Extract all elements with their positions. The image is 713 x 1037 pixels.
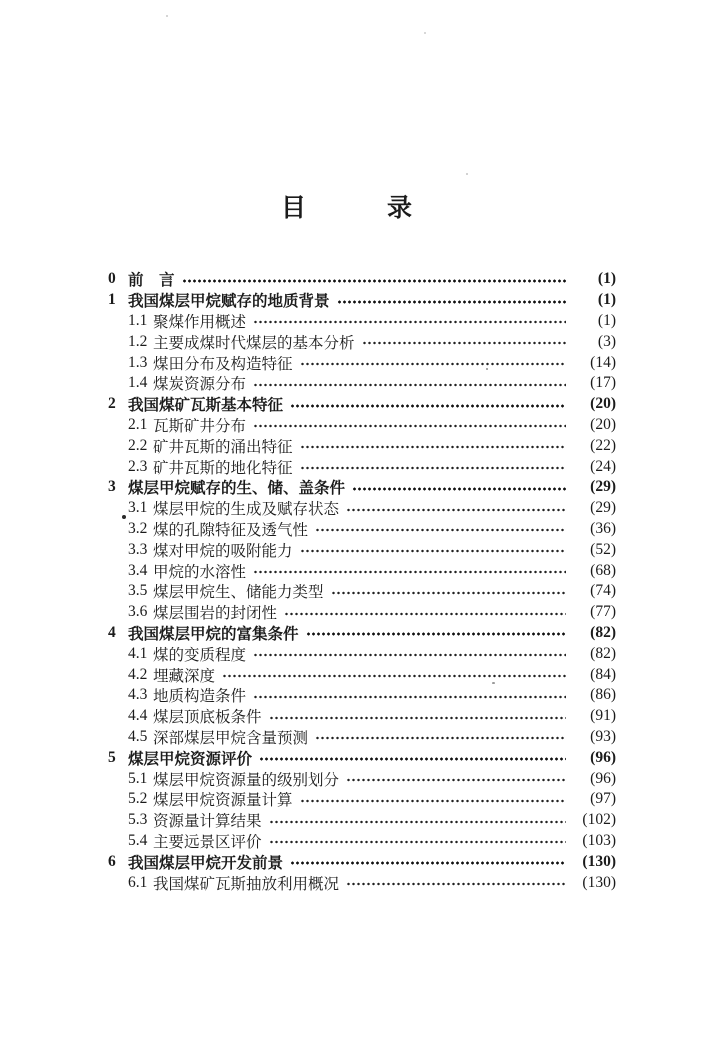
title-char-mu: 目 (281, 195, 307, 222)
entry-number: 3.5 (128, 582, 148, 600)
toc-entry (108, 519, 616, 540)
entry-page-number: (29) (590, 478, 616, 496)
ink-speck (122, 515, 126, 519)
dot-leader (253, 320, 566, 324)
entry-number: 4.2 (128, 665, 148, 683)
toc-entry (108, 435, 616, 456)
toc-entry (108, 851, 616, 872)
toc-entry (108, 581, 616, 602)
dot-leader (300, 549, 566, 553)
entry-label: 我国煤矿瓦斯基本特征 (128, 397, 284, 415)
entry-label: 主要成煤时代煤层的基本分析 (153, 334, 355, 352)
entry-number: 1.4 (128, 374, 148, 392)
dot-leader (290, 861, 566, 865)
entry-page-number: (68) (590, 561, 616, 579)
dot-leader (300, 799, 566, 803)
entry-number: 1 (108, 291, 116, 309)
toc-entry (108, 643, 616, 664)
title-char-lu: 录 (387, 195, 413, 222)
entry-label: 我国煤层甲烷开发前景 (128, 854, 284, 872)
entry-page-number: (91) (590, 707, 616, 725)
entry-page-number: (20) (590, 415, 616, 433)
toc-entry (108, 810, 616, 831)
entry-label: 我国煤层甲烷赋存的地质背景 (128, 293, 330, 311)
entry-page-number: (130) (582, 873, 616, 891)
entry-label: 煤层甲烷赋存的生、储、盖条件 (128, 480, 346, 498)
entry-number: 2.1 (128, 415, 148, 433)
toc-entry (108, 311, 616, 332)
entry-label: 地质构造条件 (153, 688, 247, 706)
dot-leader (300, 445, 566, 449)
entry-page-number: (82) (590, 623, 616, 641)
toc-entry (108, 394, 616, 415)
entry-label: 矿井瓦斯的地化特征 (153, 459, 293, 477)
entry-label: 煤层甲烷资源量计算 (153, 792, 293, 810)
entry-number: 1.3 (128, 353, 148, 371)
entry-page-number: (1) (597, 270, 616, 288)
dot-leader (253, 570, 566, 574)
entry-page-number: (97) (590, 790, 616, 808)
entry-label: 深部煤层甲烷含量预测 (153, 729, 309, 747)
entry-page-number: (77) (590, 603, 616, 621)
dot-leader (253, 383, 566, 387)
toc-entry (108, 539, 616, 560)
entry-label: 我国煤矿瓦斯抽放利用概况 (153, 875, 340, 893)
entry-label: 煤层甲烷的生成及赋存状态 (153, 501, 340, 519)
entry-number: 4.3 (128, 686, 148, 704)
entry-label: 煤层甲烷资源评价 (128, 750, 253, 768)
entry-number: 4.5 (128, 727, 148, 745)
entry-page-number: (1) (597, 311, 616, 329)
entry-label: 煤层甲烷生、储能力类型 (153, 584, 324, 602)
entry-label: 资源量计算结果 (153, 813, 262, 831)
dot-leader (253, 424, 566, 428)
entry-page-number: (74) (590, 582, 616, 600)
toc-entry (108, 560, 616, 581)
entry-number: 2.3 (128, 457, 148, 475)
toc-entry (108, 456, 616, 477)
entry-label: 前 言 (128, 272, 175, 290)
entry-label: 煤的孔隙特征及透气性 (153, 521, 309, 539)
entry-number: 3.2 (128, 519, 148, 537)
page-title (281, 196, 412, 222)
entry-label: 煤层甲烷资源量的级别划分 (153, 771, 340, 789)
dot-leader (315, 528, 566, 532)
toc-entry (108, 706, 616, 727)
ink-speck (492, 682, 495, 684)
toc-entry (108, 872, 616, 893)
entry-label: 聚煤作用概述 (153, 314, 247, 331)
entry-page-number: (96) (590, 748, 616, 766)
dot-leader (362, 341, 566, 345)
toc-entry (108, 789, 616, 810)
toc-entry (108, 768, 616, 789)
toc-entry (108, 831, 616, 852)
entry-number: 5.1 (128, 769, 148, 787)
dot-leader (269, 840, 566, 844)
dot-leader (259, 757, 566, 761)
dot-leader (269, 716, 566, 720)
entry-page-number: (1) (597, 291, 616, 309)
dot-leader (346, 778, 566, 782)
entry-number: 3 (108, 478, 116, 496)
entry-number: 2 (108, 395, 116, 413)
ink-speck (466, 173, 468, 175)
entry-number: 5.3 (128, 811, 148, 829)
entry-page-number: (17) (590, 374, 616, 392)
entry-label: 煤层围岩的封闭性 (153, 605, 278, 623)
entry-label: 我国煤层甲烷的富集条件 (128, 625, 299, 643)
toc-entry (108, 623, 616, 644)
dot-leader (300, 466, 566, 470)
entry-page-number: (96) (590, 769, 616, 787)
dot-leader (306, 632, 566, 636)
entry-label: 矿井瓦斯的涌出特征 (153, 438, 293, 456)
dot-leader (346, 508, 566, 512)
entry-page-number: (84) (590, 665, 616, 683)
dot-leader (290, 404, 566, 408)
toc-entry (108, 747, 616, 768)
toc-entry (108, 727, 616, 748)
entry-number: 4.1 (128, 644, 148, 662)
entry-page-number: (102) (582, 811, 616, 829)
dot-leader (315, 736, 566, 740)
dot-leader (253, 653, 566, 657)
dot-leader (352, 487, 566, 491)
entry-page-number: (130) (582, 852, 616, 870)
entry-label: 煤层顶底板条件 (153, 709, 262, 727)
entry-number: 2.2 (128, 436, 148, 454)
entry-page-number: (22) (590, 436, 616, 454)
dot-leader (222, 674, 566, 678)
entry-number: 3.3 (128, 540, 148, 558)
entry-number: 4 (108, 623, 116, 641)
toc-entry (108, 685, 616, 706)
entry-page-number: (82) (590, 644, 616, 662)
entry-number: 5.2 (128, 790, 148, 808)
entry-number: 3.4 (128, 561, 148, 579)
toc-entry (108, 352, 616, 373)
toc-entry (108, 331, 616, 352)
entry-number: 1.2 (128, 332, 148, 350)
entry-page-number: (24) (590, 457, 616, 475)
entry-page-number: (36) (590, 519, 616, 537)
toc-entry (108, 415, 616, 436)
toc-entry (108, 290, 616, 311)
entry-label: 主要远景区评价 (153, 833, 262, 851)
dot-leader (337, 300, 566, 304)
entry-page-number: (3) (597, 332, 616, 350)
entry-page-number: (20) (590, 395, 616, 413)
dot-leader (284, 612, 566, 616)
entry-page-number: (86) (590, 686, 616, 704)
entry-number: 3.1 (128, 499, 148, 517)
entry-label: 煤炭资源分布 (153, 376, 247, 394)
toc-entry (108, 498, 616, 519)
entry-label: 煤的变质程度 (153, 646, 247, 664)
entry-number: 5 (108, 748, 116, 766)
ink-speck (486, 368, 488, 370)
toc-entry (108, 373, 616, 394)
entry-page-number: (52) (590, 540, 616, 558)
entry-number: 5.4 (128, 831, 148, 849)
entry-label: 甲烷的水溶性 (153, 563, 247, 581)
toc-entry (108, 602, 616, 623)
entry-page-number: (29) (590, 499, 616, 517)
entry-label: 煤对甲烷的吸附能力 (153, 542, 293, 560)
toc-entry (108, 269, 616, 290)
entry-page-number: (93) (590, 727, 616, 745)
ink-speck (166, 15, 168, 17)
entry-number: 6 (108, 852, 116, 870)
entry-label: 瓦斯矿井分布 (153, 417, 247, 435)
entry-number: 1.1 (128, 311, 148, 329)
entry-label: 埋藏深度 (153, 667, 216, 685)
entry-number: 4.4 (128, 707, 148, 725)
entry-number: 6.1 (128, 873, 148, 891)
entry-number: 0 (108, 270, 116, 288)
entry-page-number: (14) (590, 353, 616, 371)
dot-leader (300, 362, 566, 366)
toc-entry (108, 664, 616, 685)
ink-speck (424, 32, 426, 34)
entry-number: 3.6 (128, 603, 148, 621)
toc-entry (108, 477, 616, 498)
dot-leader (269, 820, 566, 824)
dot-leader (331, 591, 566, 595)
dot-leader (253, 695, 566, 699)
dot-leader (182, 279, 566, 283)
dot-leader (346, 882, 566, 886)
entry-label: 煤田分布及构造特征 (153, 355, 293, 373)
table-of-contents (108, 269, 616, 893)
entry-page-number: (103) (582, 831, 616, 849)
